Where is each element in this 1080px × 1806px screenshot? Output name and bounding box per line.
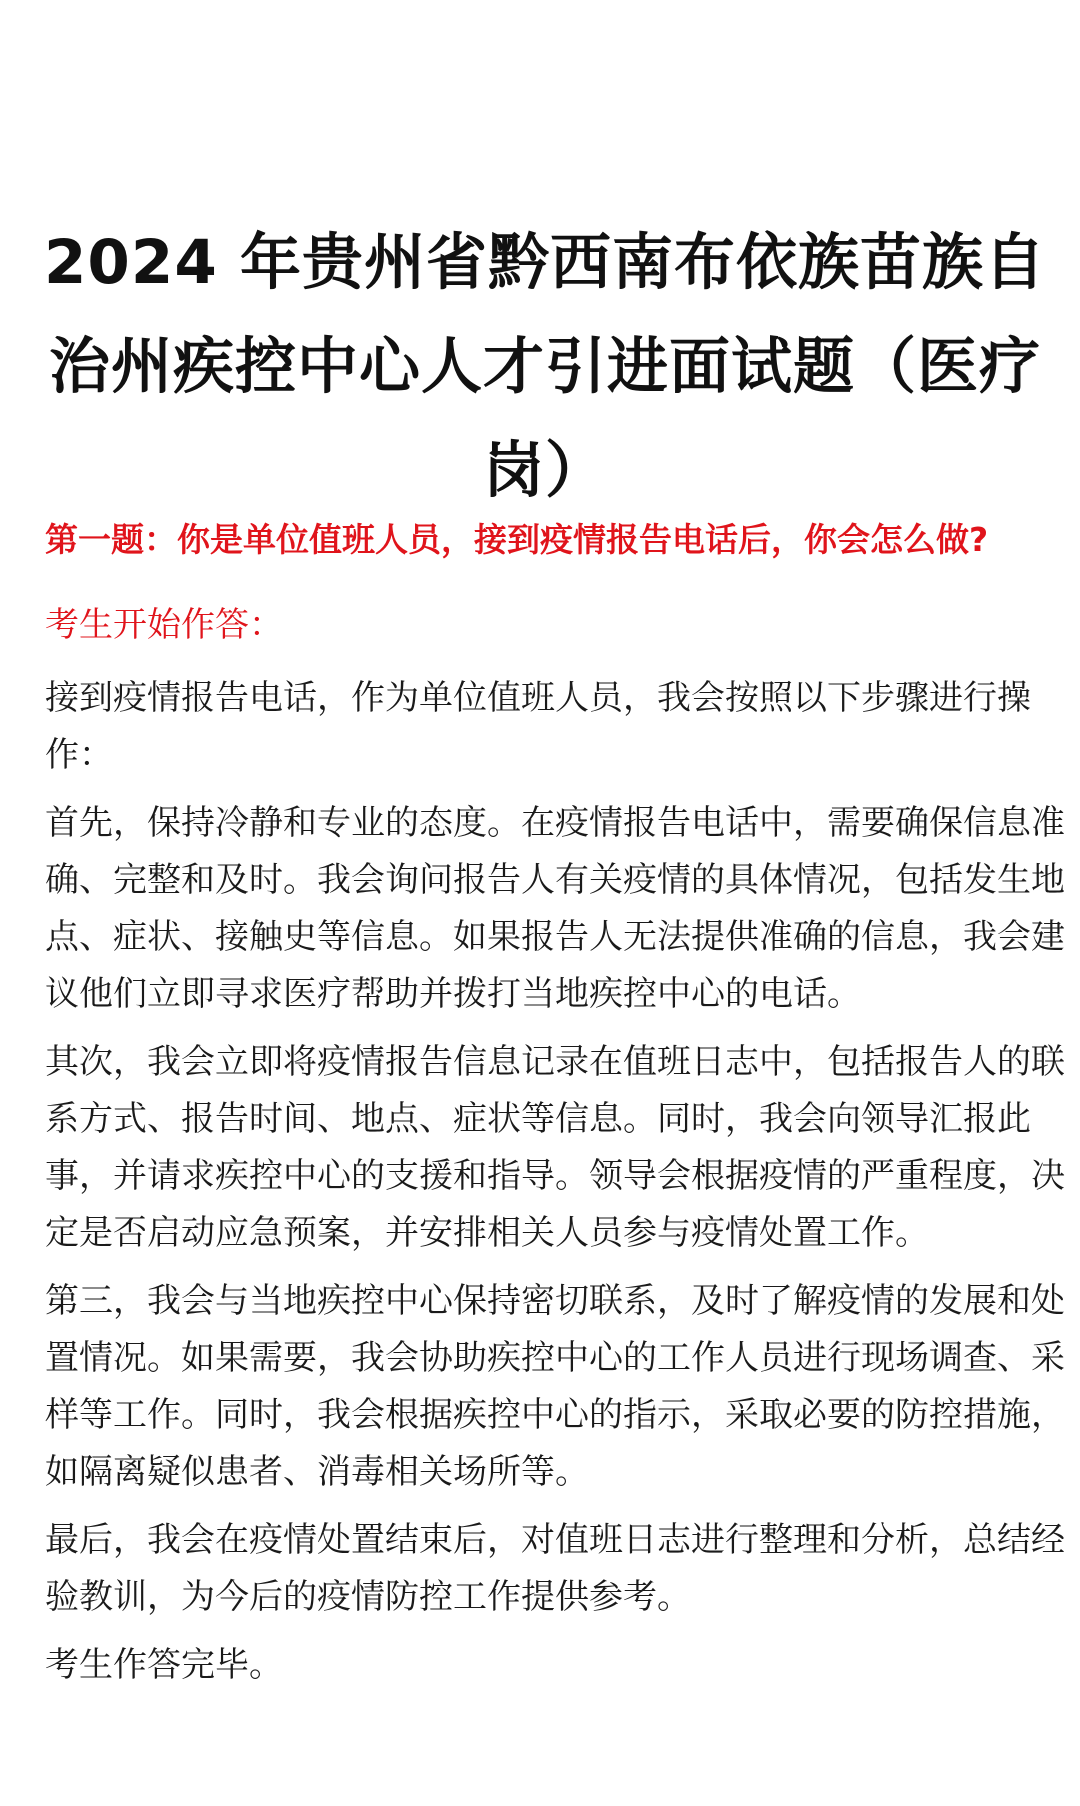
answer-paragraph-second: 其次，我会立即将疫情报告信息记录在值班日志中，包括报告人的联系方式、报告时间、地点、症状等信息。同时，我会向领导汇报此事，并请求疾控中心的支援和指导。领导会根据疫情的严重程度，决定是否启动应急预案，并安排相关人员参与疫情处置工作。 [45, 1042, 1065, 1253]
answer-paragraph-third: 第三，我会与当地疾控中心保持密切联系，及时了解疫情的发展和处置情况。如果需要，我会协助疾控中心的工作人员进行现场调查、采样等工作。同时，我会根据疾控中心的指示，采取必要的防控措施，如隔离疑似患者、消毒相关场所等。 [45, 1281, 1065, 1492]
document-body [45, 515, 1077, 1705]
question-heading: 第一题：你是单位值班人员，接到疫情报告电话后，你会怎么做? [45, 520, 989, 559]
answer-end: 考生作答完毕。 [45, 1645, 283, 1685]
answer-start-label: 考生开始作答： [45, 605, 283, 645]
answer-intro: 接到疫情报告电话，作为单位值班人员，我会按照以下步骤进行操作： [45, 678, 1031, 775]
answer-paragraph-last: 最后，我会在疫情处置结束后，对值班日志进行整理和分析，总结经验教训，为今后的疫情防控工作提供参考。 [45, 1520, 1065, 1617]
answer-paragraph-first: 首先，保持冷静和专业的态度。在疫情报告电话中，需要确保信息准确、完整和及时。我会询问报告人有关疫情的具体情况，包括发生地点、症状、接触史等信息。如果报告人无法提供准确的信息，我会建议他们立即寻求医疗帮助并拨打当地疾控中心的电话。 [45, 803, 1065, 1014]
document-title: 2024 年贵州省黔西南布依族苗族自治州疾控中心人才引进面试题（医疗岗） [43, 226, 1046, 506]
